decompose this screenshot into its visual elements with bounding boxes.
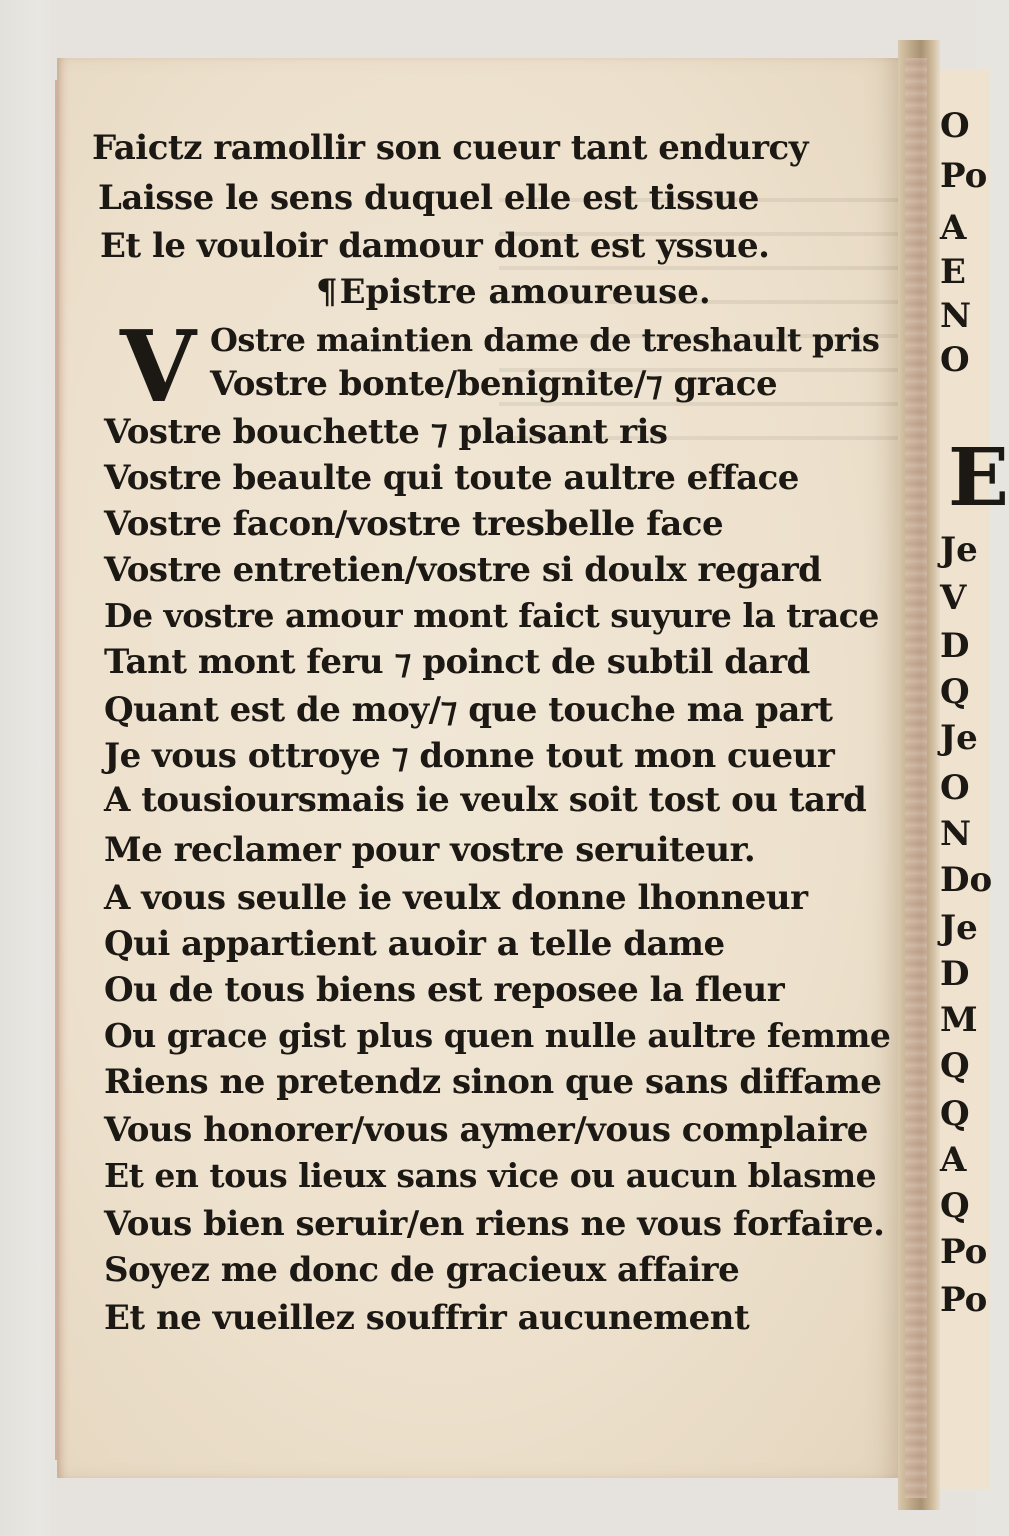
right-page-line: Q — [940, 1186, 970, 1226]
verse-line: Je vous ottroye ⁊ donne tout mon cueur — [104, 736, 835, 776]
right-page-line: A — [940, 1140, 967, 1180]
verse-line: Vostre bouchette ⁊ plaisant ris — [104, 412, 668, 452]
right-page-line: N — [940, 296, 972, 336]
right-page-line: D — [940, 954, 970, 994]
verse-line: Quant est de moy/⁊ que touche ma part — [104, 690, 833, 730]
right-page-line: Q — [940, 1046, 970, 1086]
right-page-line: V — [940, 578, 967, 618]
verse-line: Vostre beaulte qui toute aultre efface — [104, 458, 799, 498]
right-page-line: Je — [940, 718, 978, 758]
drop-cap: V — [119, 310, 197, 425]
right-page-line: Q — [940, 672, 970, 712]
right-page-line: E — [940, 252, 966, 292]
text-line: Et le vouloir damour dont est yssue. — [100, 226, 770, 266]
verse-line: A vous seulle ie veulx donne lhonneur — [104, 878, 808, 918]
right-page-line: O — [940, 768, 970, 808]
verse-line: Riens ne pretendz sinon que sans diffame — [104, 1062, 882, 1102]
verse-line: Et ne vueillez souffrir aucunement — [104, 1298, 750, 1338]
verse-line: Vous bien seruir/en riens ne vous forfaire. — [104, 1204, 885, 1244]
right-page-line: Je — [940, 908, 978, 948]
verse-line: Me reclamer pour vostre seruiteur. — [104, 830, 756, 870]
right-page-line: N — [940, 814, 972, 854]
right-page-line: Je — [940, 530, 978, 570]
verse-line: Vostre facon/vostre tresbelle face — [104, 504, 724, 544]
verse-line: Ostre maintien dame de treshault pris — [210, 321, 880, 359]
verse-line: Ou de tous biens est reposee la fleur — [104, 970, 785, 1010]
right-page-line: Q — [940, 1094, 970, 1134]
right-page-line: Do — [940, 860, 993, 900]
right-page-line: M — [940, 1000, 978, 1040]
right-drop-cap: E — [948, 430, 1009, 524]
pilcrow-mark: ¶ — [316, 272, 338, 312]
verse-line: Vostre bonte/benignite/⁊ grace — [210, 364, 778, 404]
epistle-heading — [316, 272, 711, 312]
verse-line: Et en tous lieux sans vice ou aucun blasme — [104, 1156, 877, 1195]
verse-line: Vostre entretien/vostre si doulx regard — [104, 550, 822, 590]
verse-line: Soyez me donc de gracieux affaire — [104, 1250, 740, 1290]
verse-line: Qui appartient auoir a telle dame — [104, 924, 725, 964]
right-page-line: O — [940, 106, 970, 146]
verse-line: De vostre amour mont faict suyure la trace — [104, 596, 879, 635]
verse-line: Tant mont feru ⁊ poinct de subtil dard — [104, 642, 810, 682]
heading-text: Epistre amoureuse. — [339, 272, 711, 312]
right-page-line: A — [940, 208, 967, 248]
verse-line: Vous honorer/vous aymer/vous complaire — [104, 1110, 868, 1150]
right-page-line: Po — [940, 1232, 988, 1272]
verse-line: Ou grace gist plus quen nulle aultre femme — [104, 1016, 891, 1055]
right-page-line: D — [940, 626, 970, 666]
text-line: Faictz ramollir son cueur tant endurcy — [92, 128, 808, 168]
text-line: Laisse le sens duquel elle est tissue — [98, 178, 759, 218]
verse-line: A tousioursmais ie veulx soit tost ou tard — [104, 780, 867, 820]
right-page-line: Po — [940, 156, 988, 196]
right-page-line: Po — [940, 1280, 988, 1320]
right-page-line: O — [940, 340, 970, 380]
